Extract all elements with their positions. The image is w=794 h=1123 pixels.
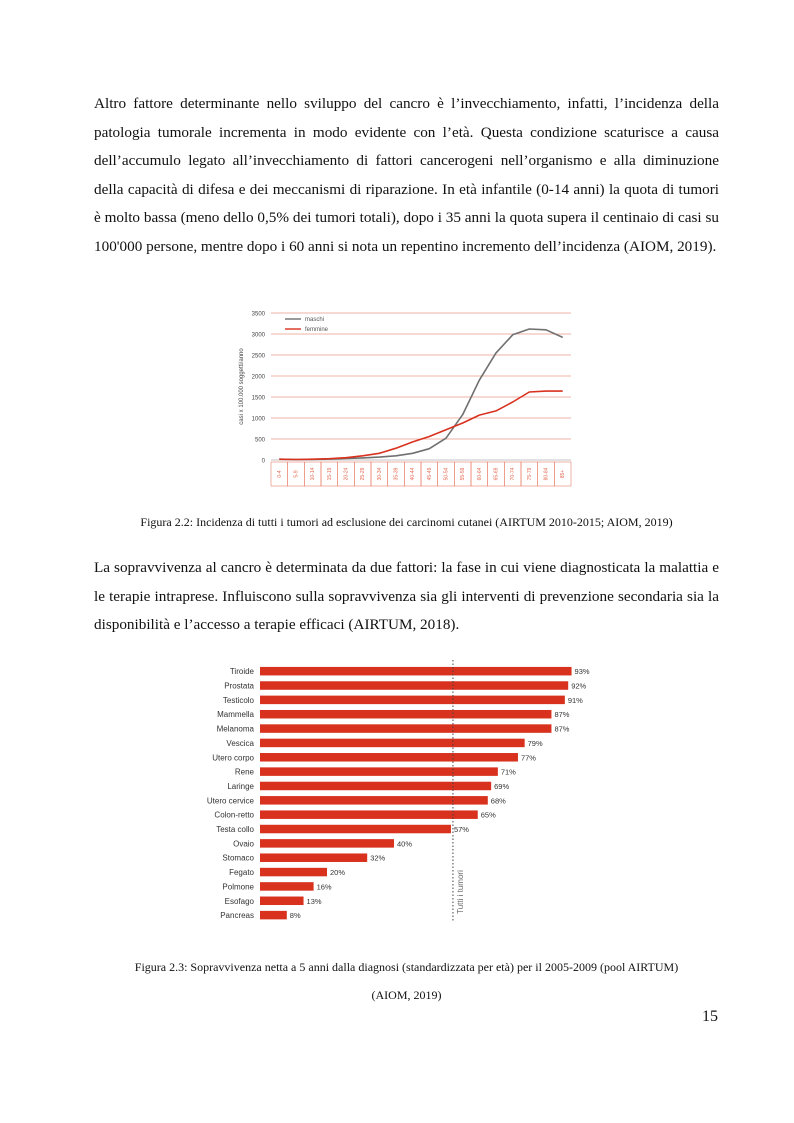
survival-bar-chart [190,660,630,925]
bar-value-label: 40% [397,839,413,849]
bar-value-label: 77% [520,753,536,763]
x-tick-label: 75-79 [526,467,533,481]
bar-category-label: Pancreas [220,911,254,921]
x-tick-label: 30-34 [376,467,383,481]
bar-value-label: 93% [574,667,590,677]
bar [260,868,327,877]
x-tick-label: 15-19 [326,467,333,481]
series-line-femmine [279,391,562,459]
x-tick-label: 10-14 [310,467,317,481]
paragraph-survival: La sopravvivenza al cancro è determinata da due fattori: la fase in cui viene diagnosticata la malattia e le terapie intraprese. Influiscono sulla sopravvivenza sia gli interventi di prevenzione secondaria sia la disponibilità e l’accesso a terapie efficaci (AIRTUM, 2018). [94,559,719,633]
y-tick-label: 500 [254,437,265,444]
x-tick-label: 50-54 [443,467,450,481]
bar-value-label: 87% [554,724,570,734]
bar [260,882,314,891]
bar-value-label: 91% [567,695,583,705]
figure-2-3-caption-line1: Figura 2.3: Sopravvivenza netta a 5 anni dalla diagnosi (standardizzata per età) per il 2005-2009 (pool AIRTUM) [134,960,679,974]
legend-label-femmine: femmine [305,327,329,333]
x-tick-label: 65-69 [493,467,500,481]
x-tick-label: 0-4 [276,470,283,478]
x-tick-label: 80-84 [543,467,550,481]
bar-category-label: Testa collo [216,825,254,835]
y-tick-label: 2500 [251,353,265,360]
bar [260,782,491,791]
paragraph-aging: Altro fattore determinante nello sviluppo del cancro è l’invecchiamento, infatti, l’incidenza della patologia tumorale incrementa in modo evidente con l’età. Questa condizione scaturisce a causa dell’accumulo legato all’invecchiamento di fattori cancerogeni nell’organismo e alla diminuzione della capacità di difesa e dei meccanismi di riparazione. In età infantile (0-14 anni) la quota di tumori è molto bassa (meno dello 0,5% dei tumori totali), dopo i 35 anni la quota supera il centinaio di casi su 100'000 persone, mentre dopo i 60 anni si nota un repentino incremento dell’incidenza (AIOM, 2019). [94,95,719,255]
y-tick-label: 1500 [251,395,265,402]
y-axis-label: casi x 100.000 soggetti/anno [239,348,245,425]
y-tick-label: 1000 [251,416,265,423]
bar-value-label: 71% [500,767,516,777]
bar-value-label: 57% [453,825,469,835]
legend-label-maschi: maschi [305,317,325,323]
bar-category-label: Mammella [217,710,254,720]
incidence-line-chart [225,303,585,488]
bar-category-label: Esofago [224,896,254,906]
bar [260,796,488,805]
bar-category-label: Laringe [227,781,254,791]
bar-category-label: Vescica [226,738,254,748]
bar-value-label: 13% [306,896,322,906]
x-tick-label: 40-44 [410,467,417,481]
bar [260,767,498,776]
bar-value-label: 69% [494,781,510,791]
bar-category-label: Utero cervice [206,796,254,806]
bar-value-label: 92% [571,681,587,691]
bar [260,839,394,848]
bar-value-label: 87% [554,710,570,720]
x-tick-label: 45-49 [426,467,433,481]
bar [260,911,287,920]
page-number: 15 [702,1008,718,1025]
bar [260,710,551,719]
bar-category-label: Melanoma [216,724,254,734]
bar [260,696,565,705]
bar-value-label: 8% [289,911,301,921]
bar-category-label: Testicolo [222,695,254,705]
y-tick-label: 0 [261,458,265,465]
figure-2-3-caption [94,953,719,1009]
bar [260,897,304,906]
bar-category-label: Tiroide [229,667,254,677]
bar-category-label: Utero corpo [212,753,254,763]
x-tick-label: 5-9 [293,470,300,478]
y-tick-label: 3000 [251,332,265,339]
bar [260,810,478,819]
bar-category-label: Fegato [229,868,254,878]
bar [260,739,525,748]
figure-2-2-caption: Figura 2.2: Incidenza di tutti i tumori ad esclusione dei carcinomi cutanei (AIRTUM 2010-2015; AIOM, 2019) [140,515,673,529]
bar [260,667,572,676]
x-tick-label: 20-24 [343,467,350,481]
bar-value-label: 20% [330,868,346,878]
bar [260,853,367,862]
x-tick-label: 70-74 [510,467,517,481]
x-tick-label: 25-29 [360,467,367,481]
bar-value-label: 79% [527,738,543,748]
bar-value-label: 16% [316,882,332,892]
bar [260,825,451,834]
bar-category-label: Rene [234,767,254,777]
bar-value-label: 68% [490,796,506,806]
bar-category-label: Colon-retto [214,810,254,820]
x-tick-label: 60-64 [476,467,483,481]
x-tick-label: 55-59 [460,467,467,481]
x-tick-label: 35-39 [393,467,400,481]
y-tick-label: 2000 [251,374,265,381]
y-tick-label: 3500 [251,311,265,318]
figure-2-3-caption-line2: (AIOM, 2019) [371,988,442,1002]
bar-category-label: Polmone [222,882,254,892]
reference-line-label: Tutti i tumori [455,870,465,914]
bar-value-label: 65% [480,810,496,820]
bar-category-label: Ovaio [233,839,254,849]
bar-category-label: Stomaco [222,853,254,863]
bar [260,724,551,733]
bar-category-label: Prostata [224,681,254,691]
bar [260,753,518,762]
x-tick-label: 85+ [560,469,567,479]
bar [260,681,568,690]
bar-value-label: 32% [370,853,386,863]
